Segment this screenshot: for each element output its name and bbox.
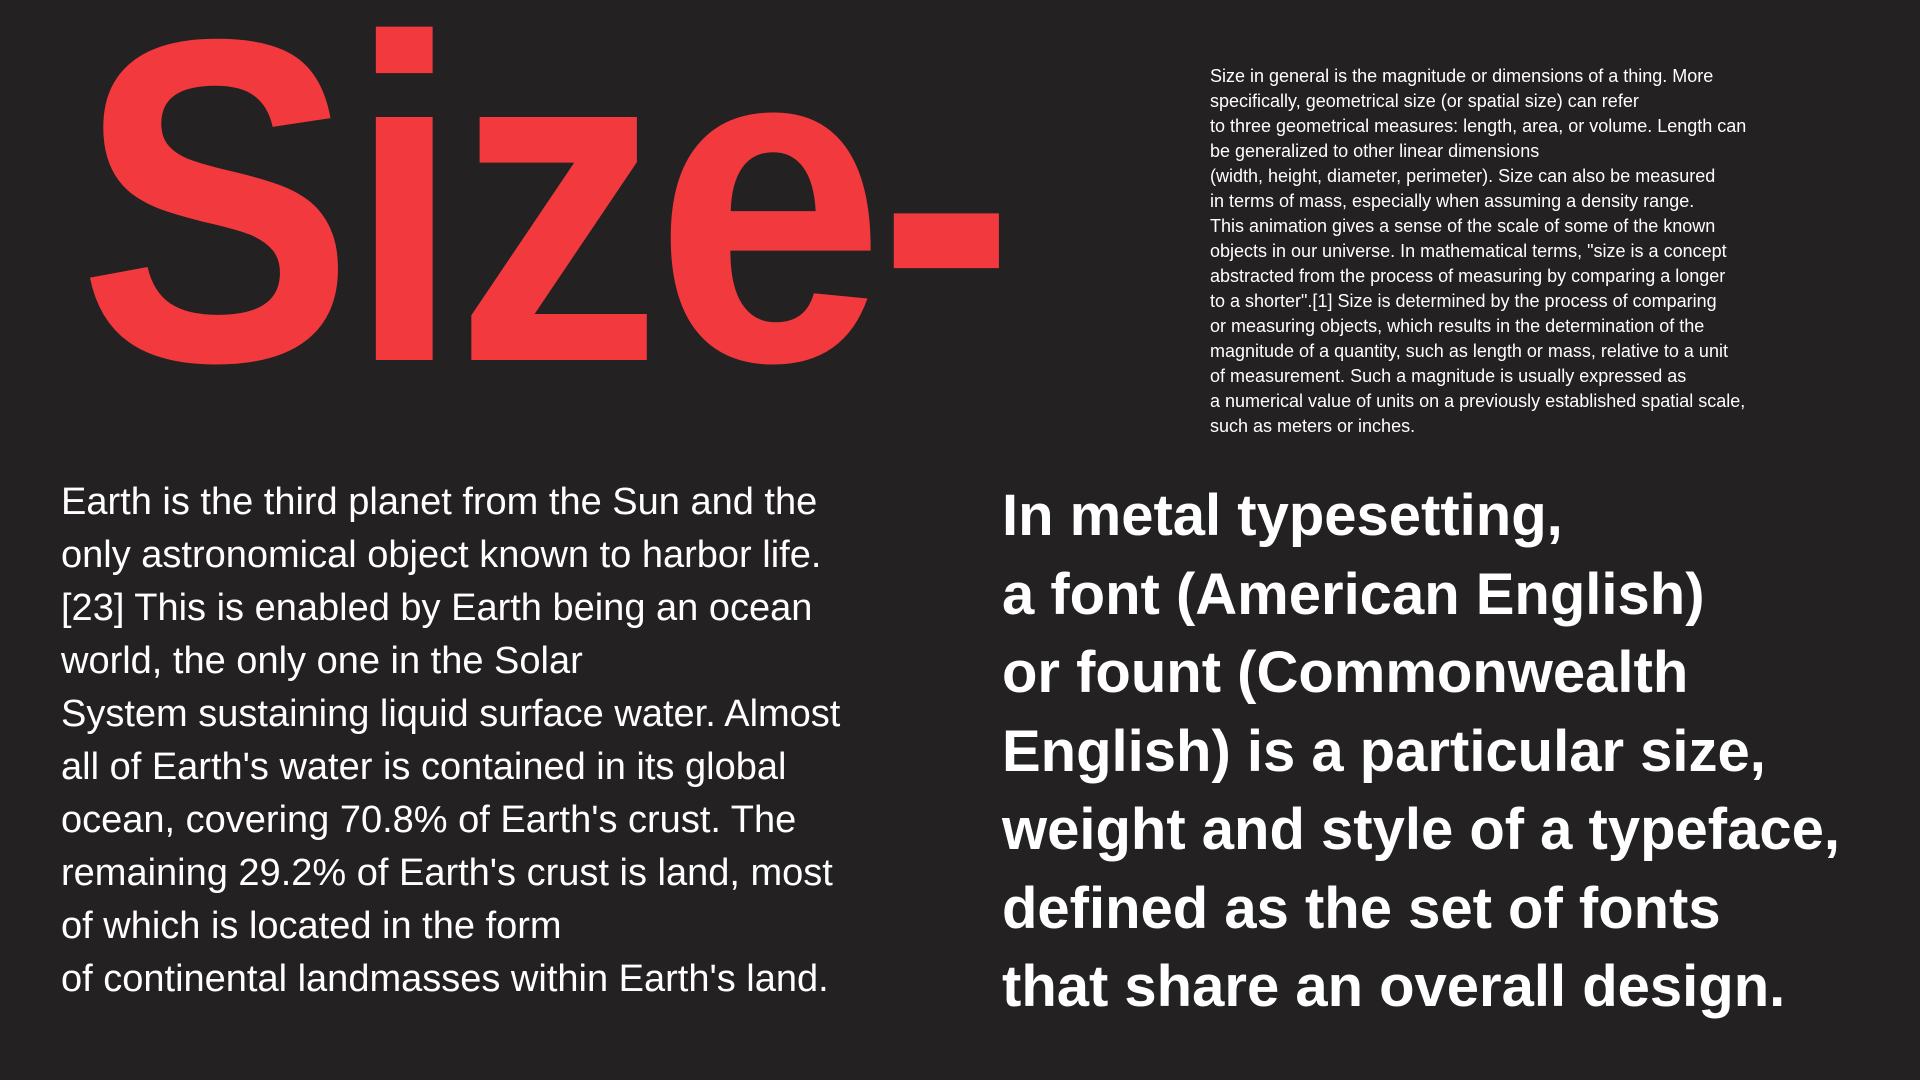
small-paragraph-line: in terms of mass, especially when assuming a density range. bbox=[1210, 191, 1695, 211]
medium-paragraph-line: ocean, covering 70.8% of Earth's crust. The bbox=[61, 799, 797, 841]
headline-size: Size- bbox=[78, 0, 1009, 458]
small-paragraph-line: of measurement. Such a magnitude is usually expressed as bbox=[1210, 366, 1687, 386]
large-paragraph-line: or fount (Commonwealth bbox=[1002, 640, 1689, 705]
large-paragraph-font bbox=[1002, 477, 1902, 1027]
large-paragraph-line: that share an overall design. bbox=[1002, 954, 1786, 1019]
medium-paragraph-line: System sustaining liquid surface water. Almost bbox=[61, 693, 841, 735]
small-paragraph-line: a numerical value of units on a previously established spatial scale, bbox=[1210, 391, 1746, 411]
small-paragraph-line: objects in our universe. In mathematical terms, "size is a concept bbox=[1210, 241, 1727, 261]
small-paragraph-line: magnitude of a quantity, such as length or mass, relative to a unit bbox=[1210, 341, 1728, 361]
medium-paragraph-line: Earth is the third planet from the Sun and the bbox=[61, 481, 818, 523]
small-paragraph-line: abstracted from the process of measuring by comparing a longer bbox=[1210, 266, 1726, 286]
medium-paragraph-line: remaining 29.2% of Earth's crust is land, most bbox=[61, 852, 833, 894]
small-paragraph-line: to three geometrical measures: length, area, or volume. Length can bbox=[1210, 116, 1747, 136]
small-paragraph-line: This animation gives a sense of the scale of some of the known bbox=[1210, 216, 1716, 236]
large-paragraph-line: weight and style of a typeface, bbox=[1002, 797, 1840, 862]
small-paragraph-line: to a shorter".[1] Size is determined by the process of comparing bbox=[1210, 291, 1717, 311]
large-paragraph-line: In metal typesetting, bbox=[1002, 483, 1563, 548]
small-paragraph-line: or measuring objects, which results in the determination of the bbox=[1210, 316, 1705, 336]
medium-paragraph-line: all of Earth's water is contained in its global bbox=[61, 746, 787, 788]
medium-paragraph-line: world, the only one in the Solar bbox=[61, 640, 583, 682]
large-paragraph-line: English) is a particular size, bbox=[1002, 718, 1766, 784]
small-paragraph-line: Size in general is the magnitude or dimensions of a thing. More bbox=[1210, 66, 1714, 86]
large-paragraph-line: a font (American English) bbox=[1002, 561, 1705, 627]
small-paragraph-line: (width, height, diameter, perimeter). Size can also be measured bbox=[1210, 166, 1716, 186]
medium-paragraph-line: only astronomical object known to harbor life. bbox=[61, 534, 822, 576]
small-paragraph-line: specifically, geometrical size (or spatial size) can refer bbox=[1210, 91, 1639, 111]
small-paragraph-line: be generalized to other linear dimensions bbox=[1210, 141, 1540, 161]
medium-paragraph-earth bbox=[61, 476, 981, 1006]
medium-paragraph-line: [23] This is enabled by Earth being an ocean bbox=[61, 587, 813, 629]
small-paragraph-size-definition bbox=[1210, 64, 1830, 439]
medium-paragraph-line: of which is located in the form bbox=[61, 905, 562, 947]
large-paragraph-line: defined as the set of fonts bbox=[1002, 875, 1721, 941]
medium-paragraph-line: of continental landmasses within Earth's land. bbox=[61, 958, 829, 1000]
small-paragraph-line: such as meters or inches. bbox=[1210, 416, 1416, 436]
